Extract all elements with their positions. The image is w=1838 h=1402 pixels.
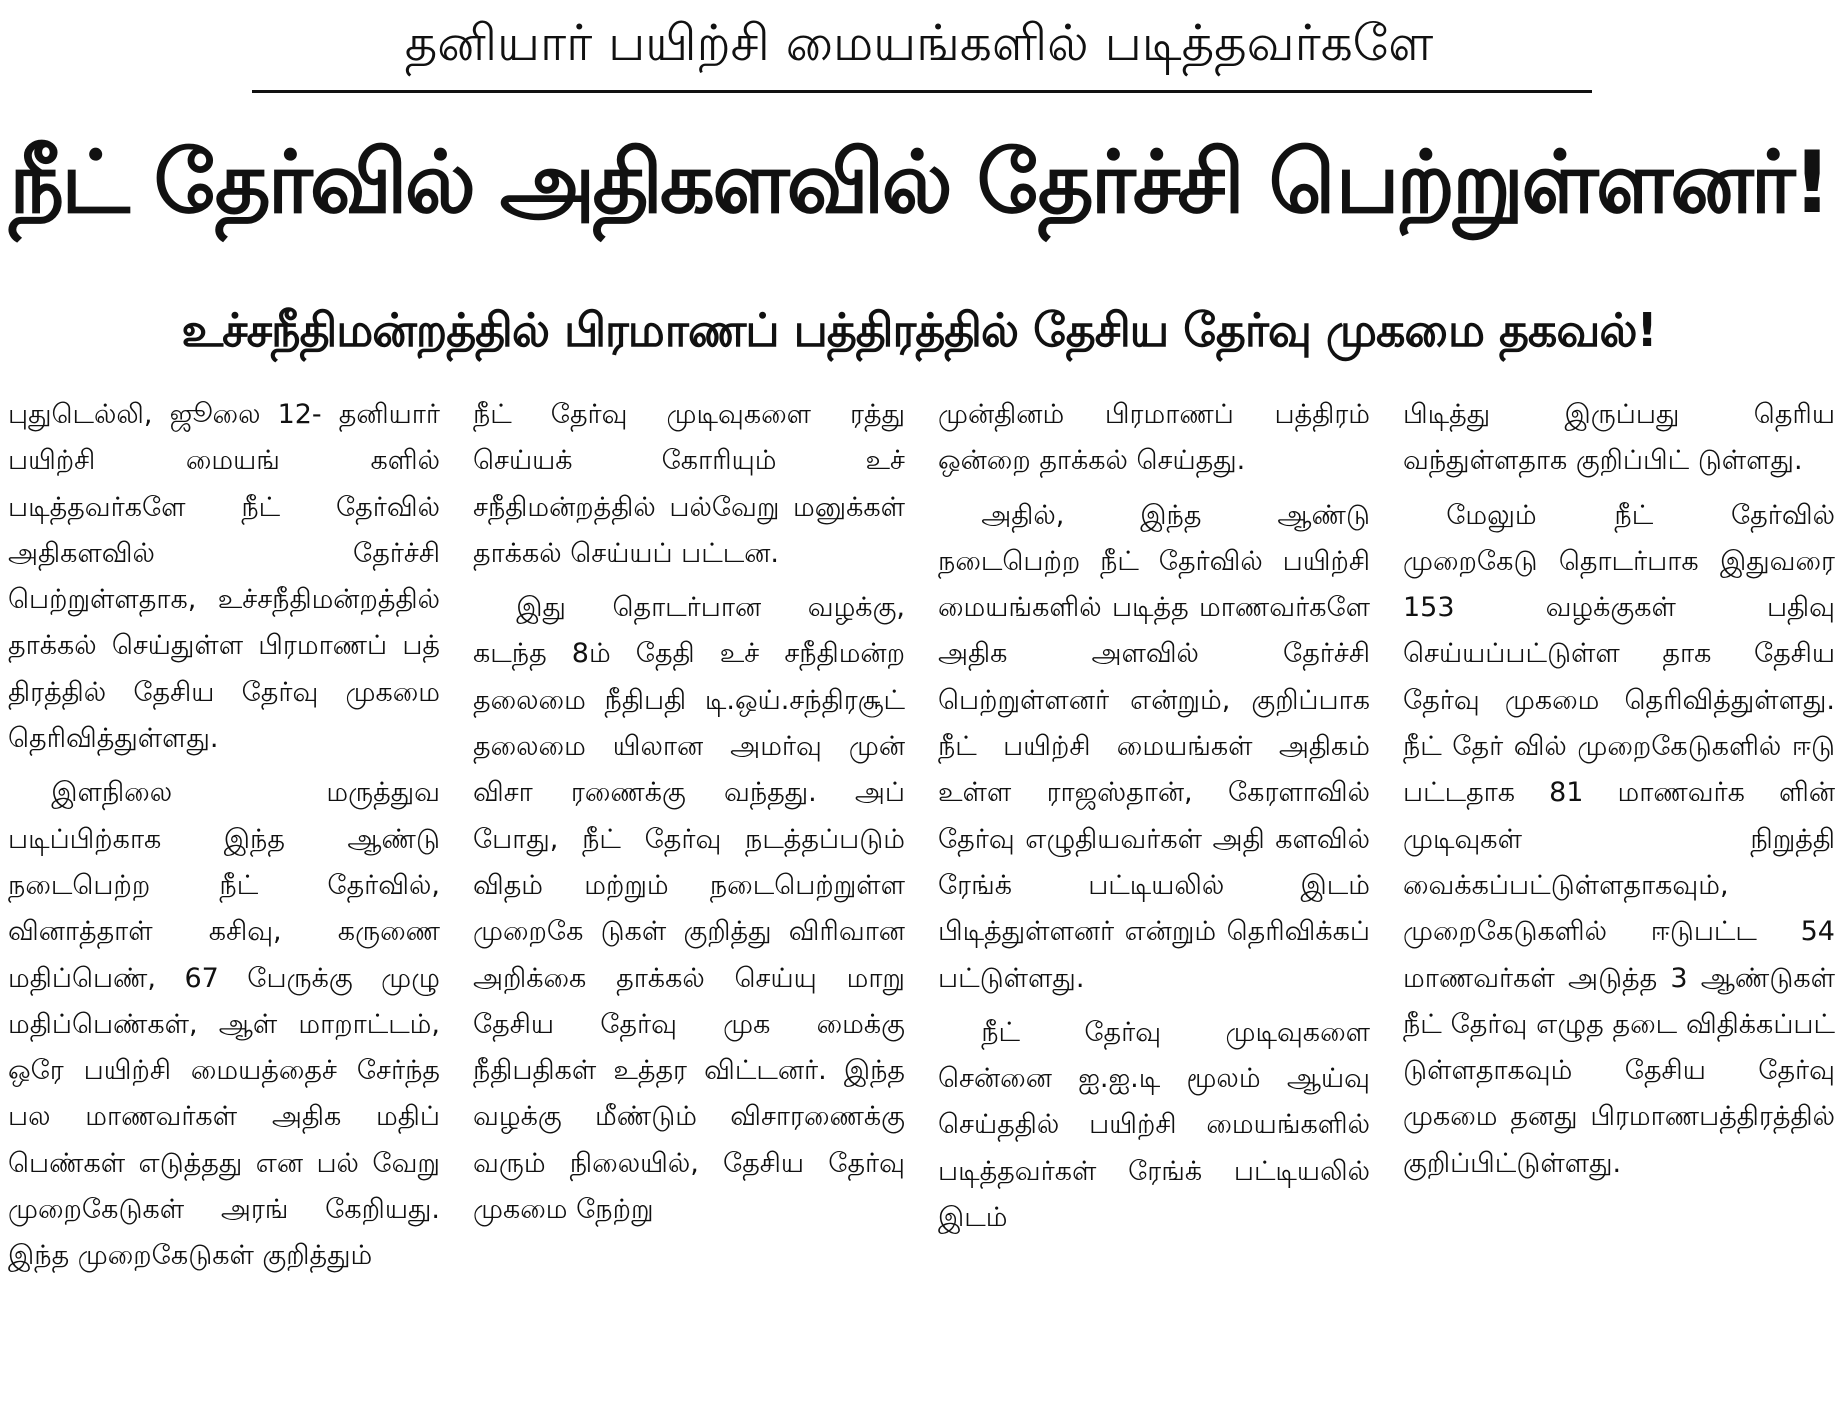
kicker-headline: தனியார் பயிற்சி மையங்களில் படித்தவர்களே xyxy=(404,14,1434,72)
paragraph: முன்தினம் பிரமாணப் பத்திரம் ஒன்றை தாக்கல் செய்தது. xyxy=(938,399,1370,477)
text-column-4 xyxy=(1403,392,1835,1402)
paragraph: அதில், இந்த ஆண்டு நடைபெற்ற நீட் தேர்வில் பயிற்சி மையங்களில் படித்த மாணவர்களே அதிக அளவில் தேர்ச்சி பெற்றுள்ளனர் என்றும், குறிப்பாக நீட் பயிற்சி மையங்கள் அதிகம் உள்ள ராஜஸ்தான், கேரளாவில் தேர்வு எழுதியவர்கள் அதி களவில் ரேங்க் பட்டியலில் இடம் பிடித்துள்ளனர் என்றும் தெரிவிக்கப் பட்டுள்ளது. xyxy=(938,499,1370,994)
paragraph: இளநிலை மருத்துவ படிப்பிற்காக இந்த ஆண்டு நடைபெற்ற நீட் தேர்வில், வினாத்தாள் கசிவு, கருணை மதிப்பெண், 67 பேருக்கு முழு மதிப்பெண்கள், ஆள் மாறாட்டம், ஒரே பயிற்சி மையத்தைச் சேர்ந்த பல மாணவர்கள் அதிக மதிப் பெண்கள் எடுத்தது என பல் வேறு முறைகேடுகள் அரங் கேறியது. இந்த முறைகேடுகள் குறித்தும் xyxy=(8,777,440,1272)
paragraph: புதுடெல்லி, ஜூலை 12- தனியார் பயிற்சி மையங் களில் படித்தவர்களே நீட் தேர்வில் அதிகளவில் தேர்ச்சி பெற்றுள்ளதாக, உச்சநீதிமன்றத்தில் தாக்கல் செய்துள்ள பிரமாணப் பத் திரத்தில் தேசிய தேர்வு முகமை தெரிவித்துள்ளது. xyxy=(8,399,440,755)
paragraph: நீட் தேர்வு முடிவுகளை ரத்து செய்யக் கோரியும் உச் சநீதிமன்றத்தில் பல்வேறு மனுக்கள் தாக்கல் செய்யப் பட்டன. xyxy=(473,399,905,569)
paragraph: இது தொடர்பான வழக்கு, கடந்த 8ம் தேதி உச் சநீதிமன்ற தலைமை நீதிபதி டி.ஒய்.சந்திரசூட் தலைமை யிலான அமர்வு முன் விசா ரணைக்கு வந்தது. அப் போது, நீட் தேர்வு நடத்தப்படும் விதம் மற்றும் நடைபெற்றுள்ள முறைகே டுகள் குறித்து விரிவான அறிக்கை தாக்கல் செய்யு மாறு தேசிய தேர்வு முக மைக்கு நீதிபதிகள் உத்தர விட்டனர். இந்த வழக்கு மீண்டும் விசாரணைக்கு வரும் நிலையில், தேசிய தேர்வு முகமை நேற்று xyxy=(473,592,905,1226)
article-body xyxy=(8,392,1835,1402)
kicker-underline xyxy=(252,90,1592,93)
paragraph: மேலும் நீட் தேர்வில் முறைகேடு தொடர்பாக இதுவரை 153 வழக்குகள் பதிவு செய்யப்பட்டுள்ள தாக தேசிய தேர்வு முகமை தெரிவித்துள்ளது. நீட் தேர் வில் முறைகேடுகளில் ஈடு பட்டதாக 81 மாணவர்க ளின் முடிவுகள் நிறுத்தி வைக்கப்பட்டுள்ளதாகவும், முறைகேடுகளில் ஈடுபட்ட 54 மாணவர்கள் அடுத்த 3 ஆண்டுகள் நீட் தேர்வு எழுத தடை விதிக்கப்பட் டுள்ளதாகவும் தேசிய தேர்வு முகமை தனது பிரமாணபத்திரத்தில் குறிப்பிட்டுள்ளது. xyxy=(1403,499,1835,1179)
sub-headline: உச்சநீதிமன்றத்தில் பிரமாணப் பத்திரத்தில் தேசிய தேர்வு முகமை தகவல்! xyxy=(181,303,1657,357)
paragraph: நீட் தேர்வு முடிவுகளை சென்னை ஐ.ஐ.டி மூலம் ஆய்வு செய்ததில் பயிற்சி மையங்களில் படித்தவர்கள் ரேங்க் பட்டியலில் இடம் xyxy=(938,1016,1370,1234)
text-column-3 xyxy=(938,392,1370,1402)
text-column-2 xyxy=(473,392,905,1402)
paragraph: பிடித்து இருப்பது தெரிய வந்துள்ளதாக குறிப்பிட் டுள்ளது. xyxy=(1403,399,1835,477)
main-headline: நீட் தேர்வில் அதிகளவில் தேர்ச்சி பெற்றுள்ளனர்! xyxy=(9,133,1829,233)
text-column-1 xyxy=(8,392,440,1402)
